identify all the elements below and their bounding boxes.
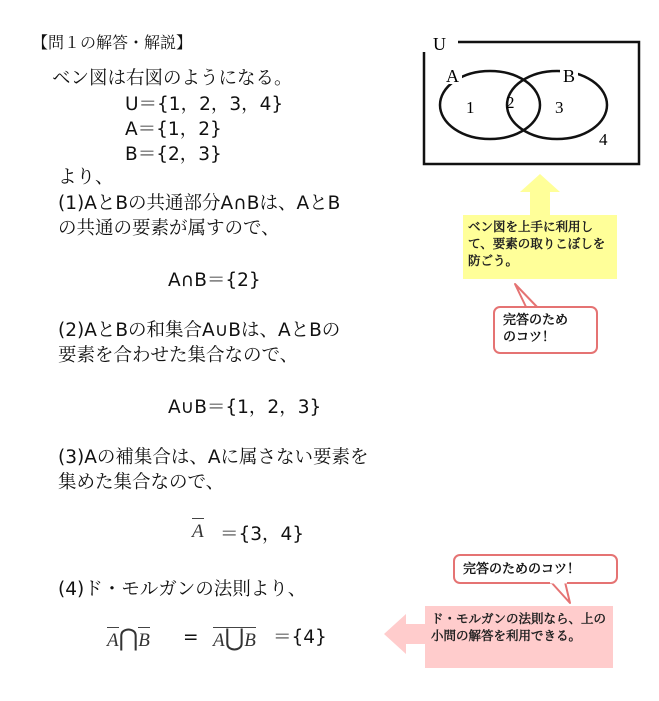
complement-b: B <box>138 627 150 651</box>
tip1-bubble-line1: 完答のため <box>503 313 569 328</box>
region-4: 4 <box>599 130 608 149</box>
tip2-bubble-tail <box>548 581 578 605</box>
q4-line1: (4)ド・モルガンの法則より、 <box>58 579 307 600</box>
q2-line1: (2)AとBの和集合A∪Bは、AとBの <box>58 320 341 341</box>
q1-line1: (1)AとBの共通部分A∩Bは、AとB <box>58 193 341 214</box>
heading: 【問１の解答・解説】 <box>32 33 193 52</box>
left-arrow <box>382 612 428 656</box>
yori-text: より、 <box>58 167 114 188</box>
q4-lhs <box>107 624 150 653</box>
region-3: 3 <box>555 98 564 117</box>
set-b: B＝{2，3} <box>125 144 222 165</box>
q2-answer: A∪B＝{1，2，3} <box>168 397 322 418</box>
q3-complement-a: A <box>192 521 204 543</box>
venn-diagram <box>410 30 645 170</box>
intro-text: ベン図は右図のようになる。 <box>52 68 293 89</box>
tip1-note: ベン図を上手に利用して、要素の取りこぼしを防ごう。 <box>463 215 617 279</box>
q4-rhs <box>213 624 256 653</box>
q3-line2: 集めた集合なので、 <box>58 472 225 493</box>
tip2-bubble: 完答のためのコツ！ <box>453 554 618 584</box>
tip2-note: ド・モルガンの法則なら、上の小問の解答を利用できる。 <box>425 606 613 668</box>
region-1: 1 <box>466 98 475 117</box>
q4-answer: ＝{4} <box>273 627 327 648</box>
up-arrow <box>518 172 562 218</box>
cup-symbol: ⋃ <box>224 626 245 652</box>
up-arrow-shape <box>520 174 560 218</box>
complement-a: A <box>107 627 119 651</box>
cap-symbol: ⋂ <box>118 626 139 652</box>
region-2: 2 <box>506 93 515 112</box>
venn-b-label: B <box>563 66 576 86</box>
set-u: U＝{1，2，3，4} <box>125 94 284 115</box>
union-a: A <box>213 630 225 651</box>
tail-shape-2 <box>551 582 570 603</box>
union-b: B <box>244 630 256 651</box>
left-arrow-shape <box>384 614 428 654</box>
q3-answer: ＝{3，4} <box>220 524 305 545</box>
venn-a-label: A <box>446 66 459 86</box>
q1-line2: の共通の要素が属すので、 <box>58 218 280 239</box>
tip1-bubble-line2: のコツ！ <box>503 330 556 345</box>
tip1-bubble <box>493 306 598 354</box>
q1-answer: A∩B＝{2} <box>168 270 261 291</box>
q2-line2: 要素を合わせた集合なので、 <box>58 345 299 366</box>
set-a: A＝{1，2} <box>125 119 222 140</box>
q4-equals: = <box>183 627 199 648</box>
q3-line1: (3)Aの補集合は、Aに属さない要素を <box>58 447 369 468</box>
u-label: U <box>433 34 446 54</box>
